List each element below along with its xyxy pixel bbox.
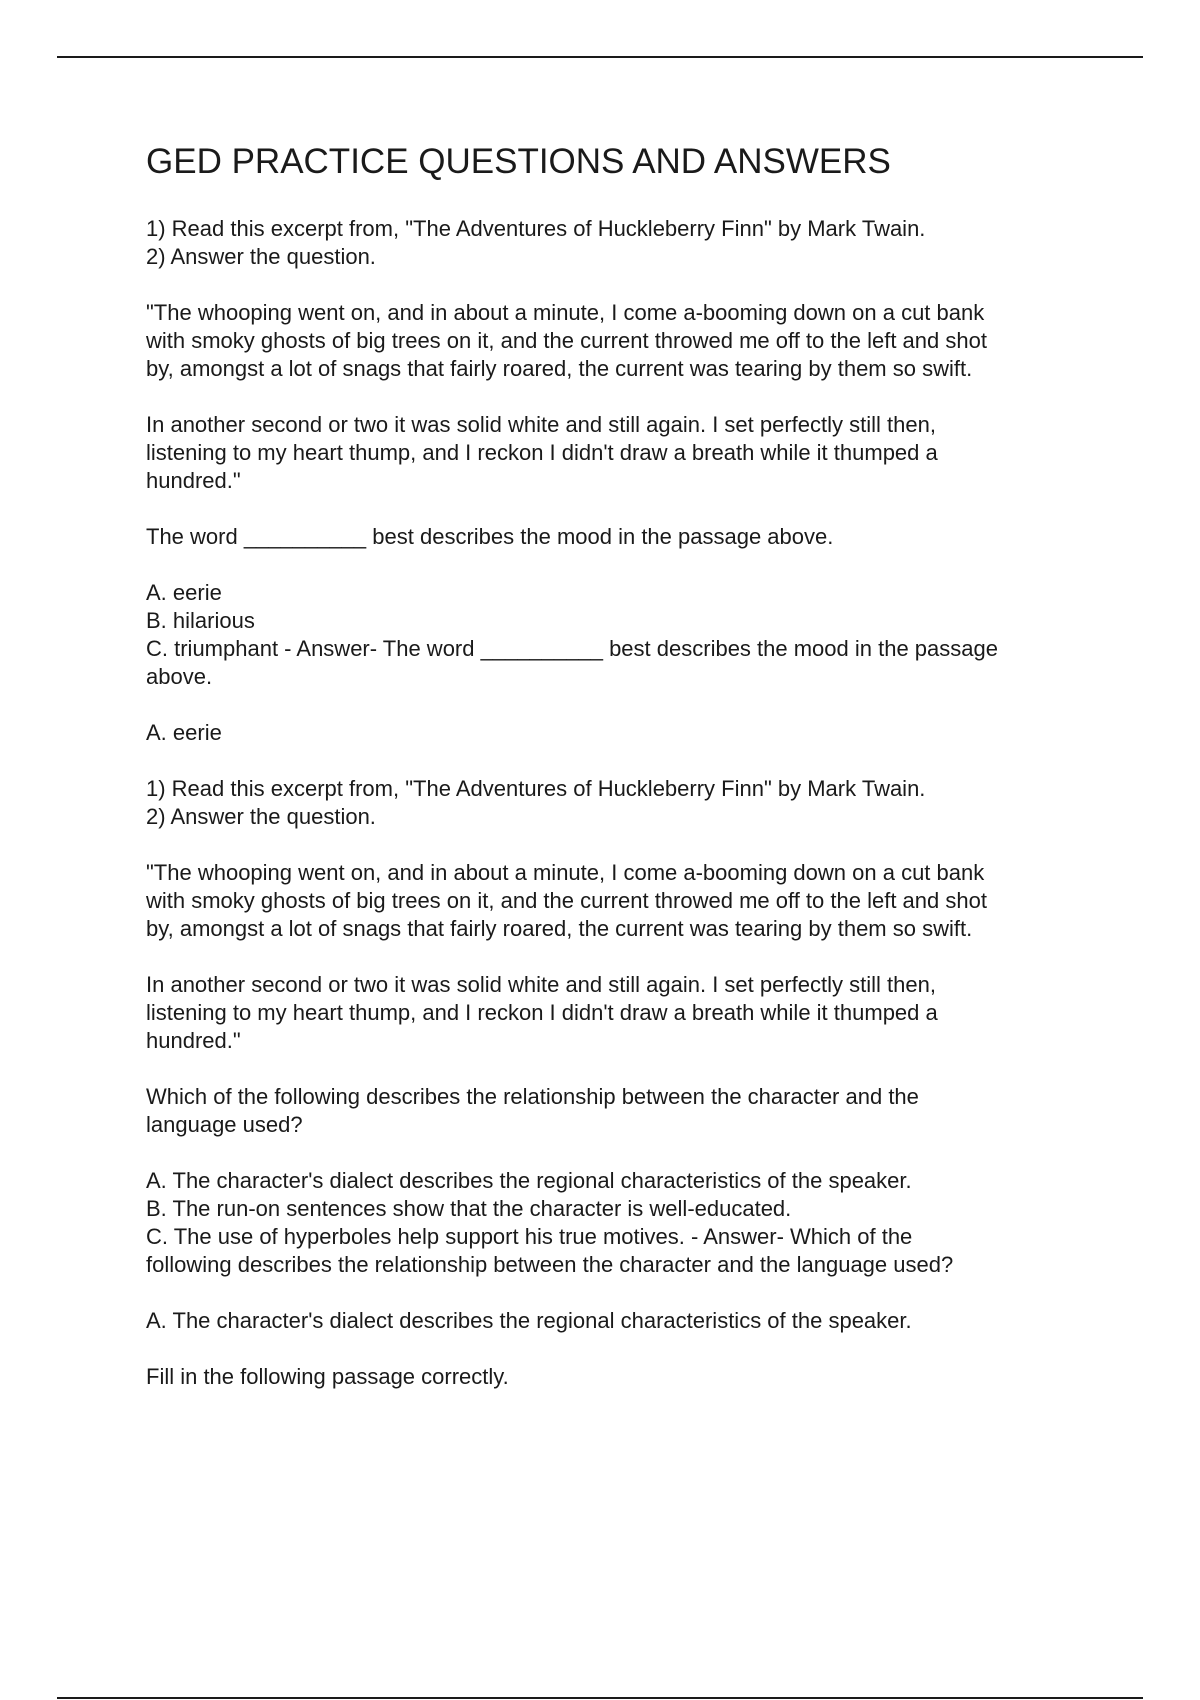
- bottom-rule: [57, 1697, 1143, 1699]
- text-line: with smoky ghosts of big trees on it, and the current throwed me off to the left and shot: [146, 888, 987, 913]
- text-line: with smoky ghosts of big trees on it, and the current throwed me off to the left and shot: [146, 328, 987, 353]
- text-line: "The whooping went on, and in about a minute, I come a-booming down on a cut bank: [146, 860, 985, 885]
- text-line: listening to my heart thump, and I reckon I didn't draw a breath while it thumped a: [146, 1000, 938, 1025]
- paragraph-list: [146, 215, 1086, 1391]
- paragraph: [146, 1083, 1086, 1139]
- text-line: 1) Read this excerpt from, "The Adventures of Huckleberry Finn" by Mark Twain.: [146, 776, 926, 801]
- text-line: B. hilarious: [146, 608, 255, 633]
- text-line: The word __________ best describes the mood in the passage above.: [146, 524, 834, 549]
- text-line: "The whooping went on, and in about a minute, I come a-booming down on a cut bank: [146, 300, 985, 325]
- paragraph: [146, 1307, 1086, 1335]
- text-line: A. eerie: [146, 720, 222, 745]
- document-body: [146, 140, 1086, 1419]
- paragraph: [146, 719, 1086, 747]
- text-line: 2) Answer the question.: [146, 244, 376, 269]
- text-line: A. eerie: [146, 580, 222, 605]
- text-line: by, amongst a lot of snags that fairly roared, the current was tearing by them so swift.: [146, 916, 973, 941]
- text-line: A. The character's dialect describes the regional characteristics of the speaker.: [146, 1308, 912, 1333]
- paragraph: [146, 1167, 1086, 1279]
- text-line: In another second or two it was solid white and still again. I set perfectly still then,: [146, 972, 936, 997]
- text-line: hundred.": [146, 1028, 241, 1053]
- text-line: above.: [146, 664, 213, 689]
- paragraph: [146, 411, 1086, 495]
- text-line: listening to my heart thump, and I reckon I didn't draw a breath while it thumped a: [146, 440, 938, 465]
- text-line: In another second or two it was solid white and still again. I set perfectly still then,: [146, 412, 936, 437]
- text-line: 2) Answer the question.: [146, 804, 376, 829]
- text-line: C. The use of hyperboles help support his true motives. - Answer- Which of the: [146, 1224, 913, 1249]
- paragraph: [146, 859, 1086, 943]
- text-line: Which of the following describes the relationship between the character and the: [146, 1084, 919, 1109]
- text-line: B. The run-on sentences show that the character is well-educated.: [146, 1196, 792, 1221]
- paragraph: [146, 215, 1086, 271]
- paragraph: [146, 1363, 1086, 1391]
- paragraph: [146, 775, 1086, 831]
- text-line: by, amongst a lot of snags that fairly roared, the current was tearing by them so swift.: [146, 356, 973, 381]
- text-line: Fill in the following passage correctly.: [146, 1364, 509, 1389]
- text-line: A. The character's dialect describes the regional characteristics of the speaker.: [146, 1168, 912, 1193]
- paragraph: [146, 579, 1086, 691]
- text-line: following describes the relationship between the character and the language used?: [146, 1252, 954, 1277]
- text-line: hundred.": [146, 468, 241, 493]
- paragraph: [146, 523, 1086, 551]
- text-line: 1) Read this excerpt from, "The Adventures of Huckleberry Finn" by Mark Twain.: [146, 216, 926, 241]
- paragraph: [146, 971, 1086, 1055]
- top-rule: [57, 56, 1143, 58]
- text-line: language used?: [146, 1112, 303, 1137]
- document-title: GED PRACTICE QUESTIONS AND ANSWERS: [146, 142, 891, 181]
- text-line: C. triumphant - Answer- The word __________ best describes the mood in the passage: [146, 636, 998, 661]
- paragraph: [146, 299, 1086, 383]
